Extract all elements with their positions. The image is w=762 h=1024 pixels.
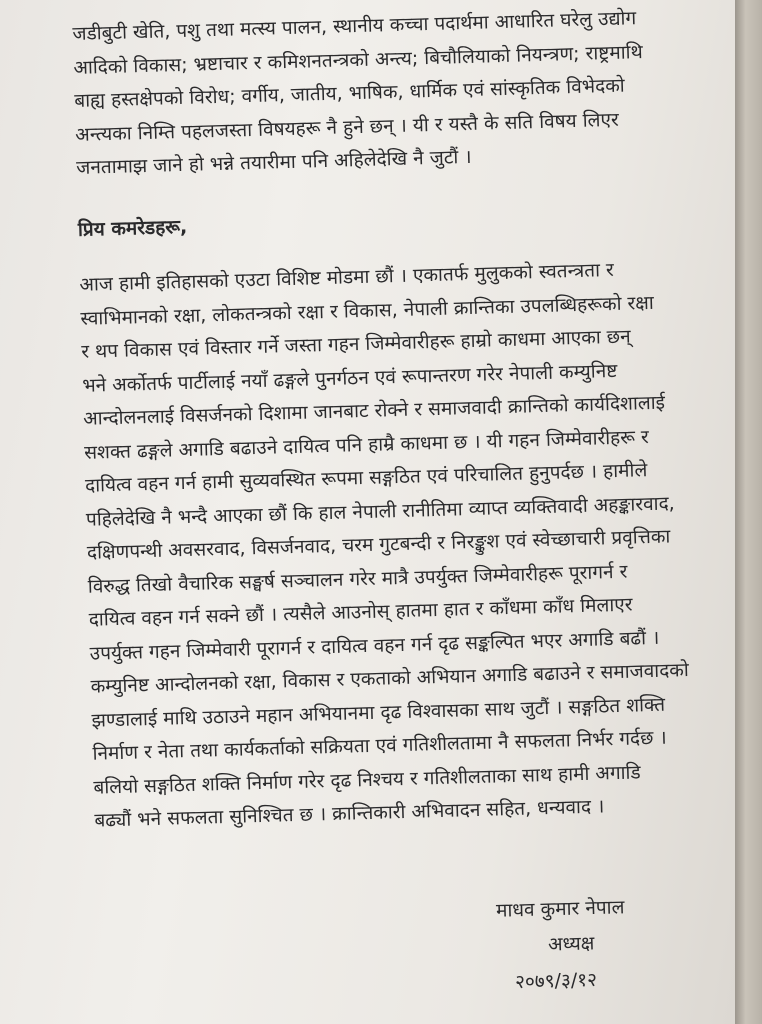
text-line: पहिलेदेखि नै भन्दै आएका छौं कि हाल नेपाली रानीतिमा व्याप्त व्यक्तिवादी अहङ्कारवाद, (85, 491, 675, 531)
text-line: दायित्व वहन गर्न हामी सुव्यवस्थित रूपमा सङ्गठित एवं परिचालित हुनुपर्दछ । हामीले (84, 459, 648, 497)
text-line: जडीबुटी खेति, पशु तथा मत्स्य पालन, स्थानीय कच्चा पदार्थमा आधारित घरेलु उद्योग (72, 7, 637, 45)
letter-text (72, 0, 735, 838)
text-line: सशक्त ढङ्गले अगाडि बढाउने दायित्व पनि हाम्रै काधमा छ । यी गहन जिम्मेवारीहरू र (83, 425, 650, 464)
text-line: स्वाभिमानको रक्षा, लोकतन्त्रको रक्षा र विकास, नेपाली क्रान्तिका उपलब्धिहरूको रक्षा (80, 291, 655, 330)
signature-name: माधव कुमार नेपाल (495, 896, 625, 922)
text-line: विरुद्ध तिखो वैचारिक सङ्घर्ष सञ्चालन गरेर मात्रै उपर्युक्त जिम्मेवारीहरू पूरागर्न र (87, 560, 628, 598)
text-line: बढ्यौं भने सफलता सुनिश्चित छ । क्रान्तिकारी अभिवादन सहित, धन्यवाद । (94, 795, 605, 832)
body-paragraph (79, 251, 735, 838)
text-line: दक्षिणपन्थी अवसरवाद, विसर्जनवाद, चरम गुटबन्दी र निरङ्कुश एवं स्वेच्छाचारी प्रवृत्तिका (86, 525, 671, 564)
signature-date: २०७९/३/१२ (514, 968, 598, 994)
signature-title: अध्यक्ष (547, 932, 595, 956)
page-edge (735, 0, 762, 1024)
text-line: बलियो सङ्गठित शक्ति निर्माण गरेर दृढ निश्चय र गतिशीलताका साथ हामी अगाडि (93, 760, 641, 799)
intro-paragraph (72, 0, 716, 185)
text-line: दायित्व वहन गर्न सक्ने छौं । त्यसैले आउनोस् हातमा हात र काँधमा काँध मिलाएर (88, 593, 633, 631)
text-line: आज हामी इतिहासको एउटा विशिष्ट मोडमा छौं । एकातर्फ मुलुकको स्वतन्त्रता र (79, 258, 615, 296)
text-line: अन्त्यका निम्ति पहलजस्ता विषयहरू नै हुने छन् । यी र यस्तै के सति विषय लिएर (74, 108, 620, 146)
text-line: बाह्य हस्तक्षेपको विरोध; वर्गीय, जातीय, भाषिक, धार्मिक एवं सांस्कृतिक विभेदको (74, 74, 625, 112)
text-line: आन्दोलनलाई विसर्जनको दिशामा जानबाट रोक्ने र समाजवादी क्रान्तिको कार्यदिशालाई (82, 391, 666, 430)
salutation: प्रिय कमरेडहरू, (77, 215, 188, 241)
text-line: र थप विकास एवं विस्तार गर्ने जस्ता गहन जिम्मेवारीहरू हाम्रो काधमा आएका छन् (81, 325, 631, 363)
text-line: कम्युनिष्ट आन्दोलनको रक्षा, विकास र एकताको अभियान अगाडि बढाउने र समाजवादको (90, 659, 690, 698)
text-line: भने अर्कोतर्फ पार्टीलाई नयाँ ढङ्गले पुनर्गठन एवं रूपान्तरण गरेर नेपाली कम्युनिष्ट (81, 359, 618, 397)
text-line: आदिको विकास; भ्रष्टाचार र कमिशनतन्त्रको अन्त्य; बिचौलियाको नियन्त्रण; राष्ट्रमाथि (73, 40, 643, 79)
text-line: जनतामाझ जाने हो भन्ने तयारीमा पनि अहिलेदेखि नै जुटौं । (75, 145, 472, 179)
text-line: झण्डालाई माथि उठाउने महान अभियानमा दृढ विश्वासका साथ जुटौं । सङ्गठित शक्ति (91, 693, 666, 732)
text-line: निर्माण र नेता तथा कार्यकर्ताको सक्रियता एवं गतिशीलतामा नै सफलता निर्भर गर्दछ । (92, 726, 667, 765)
text-line: उपर्युक्त गहन जिम्मेवारी पूरागर्न र दायित्व वहन गर्न दृढ सङ्कल्पित भएर अगाडि बढौं । (89, 626, 660, 665)
